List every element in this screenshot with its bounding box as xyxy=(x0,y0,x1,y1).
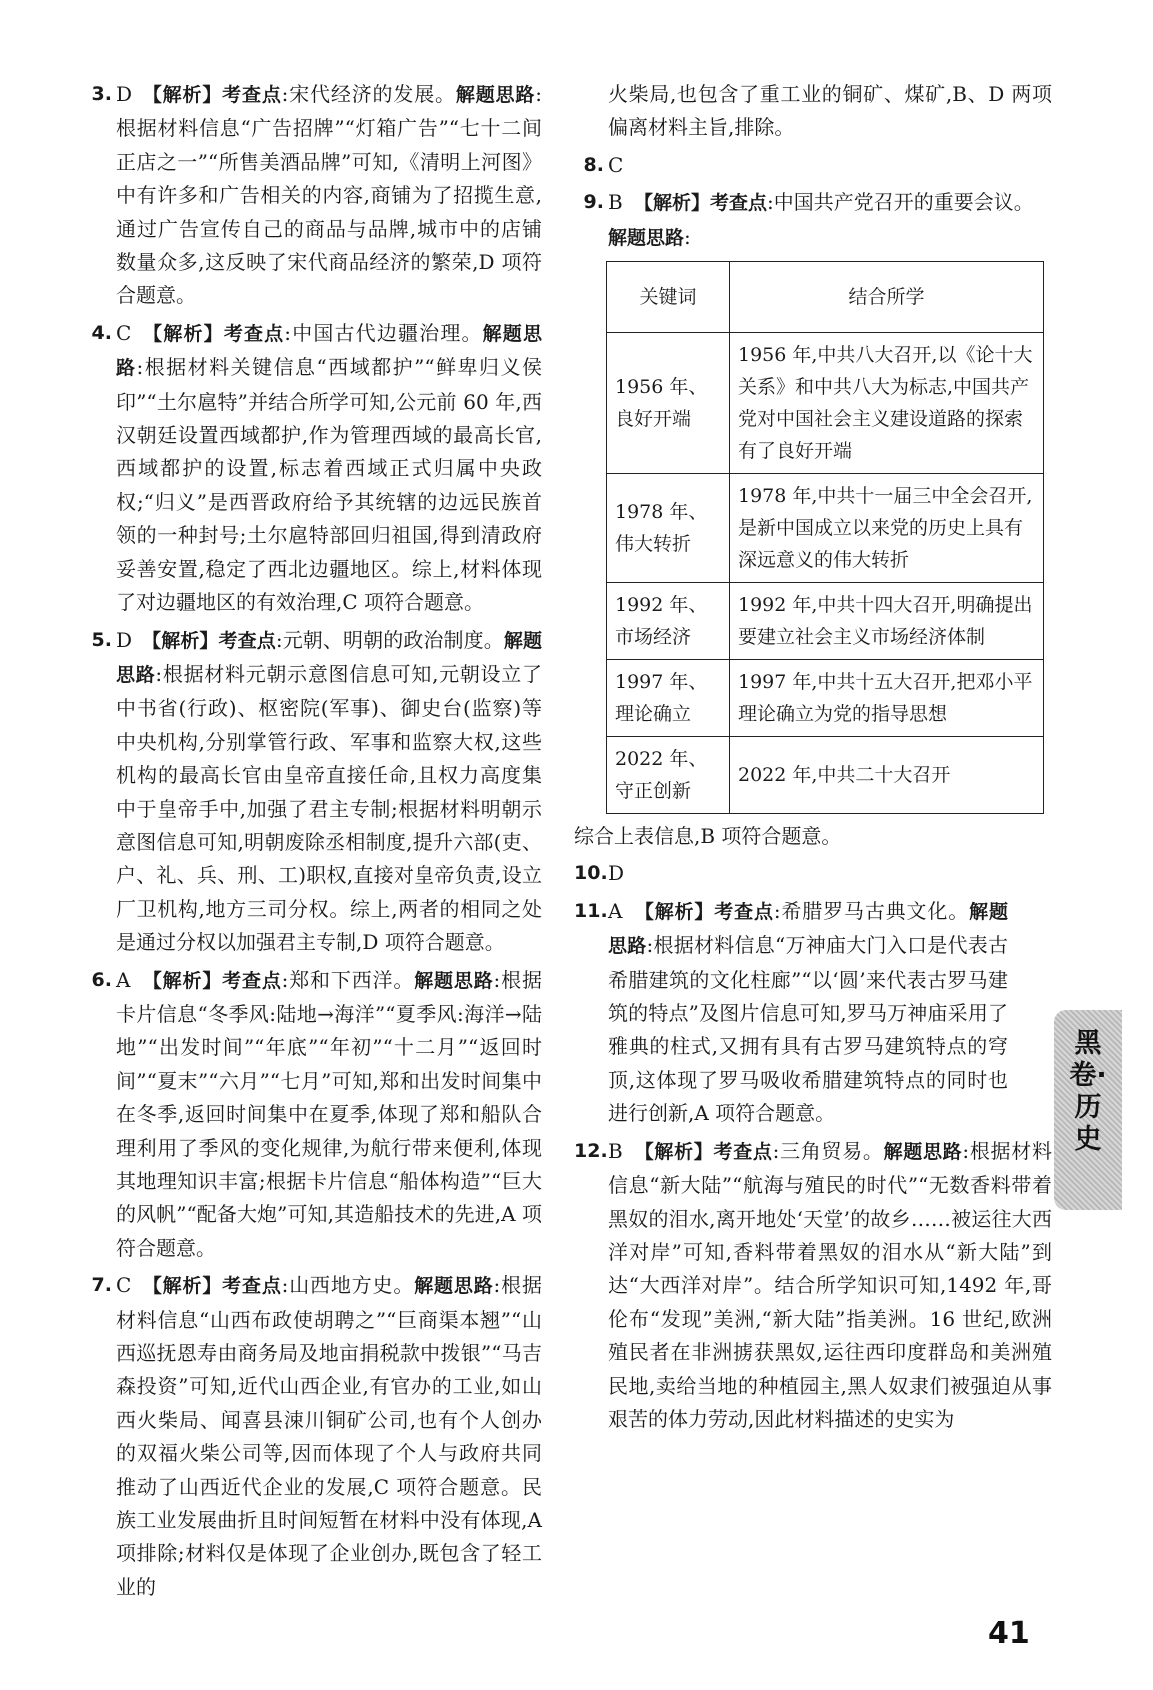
question-number: 6. xyxy=(91,968,112,991)
kp-text: :中国共产党召开的重要会议。 xyxy=(767,190,1034,215)
table-cell-keyword: 1992 年、市场经济 xyxy=(607,583,730,660)
keyword-table xyxy=(606,261,1044,814)
question-number: 4. xyxy=(91,321,112,344)
table-cell-keyword: 1997 年、理论确立 xyxy=(607,660,730,737)
question-number: 12. xyxy=(574,1139,608,1162)
kp-label: 考查点 xyxy=(222,969,282,992)
idea-label: 解题思路 xyxy=(455,84,536,106)
kp-text: :山西地方史。 xyxy=(281,1273,415,1298)
answer-letter: C xyxy=(608,152,624,177)
idea-label: 解题思路 xyxy=(608,226,685,249)
analysis-tag: 【解析】 xyxy=(142,629,219,652)
table-cell-detail: 2022 年,中共二十大召开 xyxy=(730,737,1044,814)
question-12 xyxy=(574,1135,1052,1437)
question-11 xyxy=(574,895,1008,1131)
question-number: 11. xyxy=(574,899,608,922)
question-7-continued: 火柴局,也包含了重工业的铜矿、煤矿,B、D 两项偏离材料主旨,排除。 xyxy=(608,82,1052,140)
analysis-tag: 【解析】 xyxy=(634,192,711,215)
question-number: 7. xyxy=(91,1274,112,1297)
table-row xyxy=(607,474,1044,583)
question-10 xyxy=(574,857,1052,890)
question-8 xyxy=(574,149,1052,182)
table-cell-keyword: 1956 年、良好开端 xyxy=(607,333,730,474)
question-number: 3. xyxy=(91,83,112,105)
analysis-tag: 【解析】 xyxy=(634,1140,714,1163)
question-6 xyxy=(82,964,542,1266)
table-row xyxy=(607,333,1044,474)
answer-letter: D xyxy=(116,82,133,106)
question-number: 8. xyxy=(583,153,604,176)
answer-letter: A xyxy=(608,898,623,923)
side-tab-label: 黑卷·历史 xyxy=(1069,1028,1107,1155)
kp-label: 考查点 xyxy=(710,192,768,215)
table-header: 关键词 xyxy=(607,262,730,333)
table-cell-detail: 1978 年,中共十一届三中全会召开,是新中国成立以来党的历史上具有深远意义的伟大转折 xyxy=(730,474,1044,583)
answer-body: :根据材料信息“山西布政使胡聘之”“巨商渠本翘”“山西巡抚恩寿由商务局及地亩捐税款中拨银”“马吉森投资”可知,近代山西企业,有官办的工业,如山西火柴局、闻喜县涑川铜矿公司,也有个人创办的双福火柴公司等,因而体现了个人与政府共同推动了山西近代企业的发展,C 项符合题意。民族工业发展曲折且时间短暂在材料中没有体现,A 项排除;材料仅是体现了企业创办,既包含了轻工业的 xyxy=(116,1273,542,1599)
question-number: 9. xyxy=(583,191,604,214)
idea-colon: : xyxy=(684,224,691,249)
analysis-tag: 【解析】 xyxy=(634,900,715,923)
answer-body: :根据卡片信息“冬季风:陆地→海洋”“夏季风:海洋→陆地”“出发时间”“年底”“年初”“十二月”“返回时间”“夏末”“六月”“七月”可知,郑和出发时间集中在冬季,返回时间集中在夏季,体现了郑和船队合理利用了季风的变化规律,为航行带来便利,体现其地理知识丰富;根据卡片信息“船体构造”“巨大的风帆”“配备大炮”可知,其造船技术的先进,A 项符合题意。 xyxy=(116,967,542,1260)
table-cell-detail: 1956 年,中共八大召开,以《论十大关系》和中共八大为标志,中国共产党对中国社会主义建设道路的探索有了良好开端 xyxy=(730,333,1044,474)
analysis-tag: 【解析】 xyxy=(142,84,223,106)
left-column xyxy=(82,78,542,1608)
question-4 xyxy=(82,317,542,620)
table-header-row xyxy=(607,262,1044,333)
question-number: 5. xyxy=(91,628,112,651)
idea-label: 解题思路 xyxy=(116,629,542,686)
kp-label: 考查点 xyxy=(218,629,276,652)
kp-text: :元朝、明朝的政治制度。 xyxy=(275,627,504,652)
table-row xyxy=(607,660,1044,737)
answer-letter: B xyxy=(608,190,623,215)
idea-label: 解题思路 xyxy=(116,322,542,380)
answer-body: :根据材料信息“新大陆”“航海与殖民的时代”“无数香料带着黑奴的泪水,离开地处‘天堂’的故乡……被运往大西洋对岸”可知,香料带着黑奴的泪水从“新大陆”到达“大西洋对岸”。结合所学知识可知,1492 年,哥伦布“发现”美洲,“新大陆”指美洲。16 世纪,欧洲殖民者在非洲掳获黑奴,运往西印度群岛和美洲殖民地,卖给当地的种植园主,黑人奴隶们被强迫从事艰苦的体力劳动,因此材料描述的史实为 xyxy=(608,1138,1052,1431)
answer-body: :根据材料信息“万神庙大门入口是代表古希腊建筑的文化柱廊”“以‘圆’来代表古罗马建筑的特点”及图片信息可知,罗马万神庙采用了雅典的柱式,又拥有具有古罗马建筑特点的穹顶,这体现了罗马吸收希腊建筑特点的同时也进行创新,A 项符合题意。 xyxy=(608,933,1008,1126)
kp-label: 考查点 xyxy=(222,1275,282,1298)
kp-text: :中国古代边疆治理。 xyxy=(284,320,483,345)
answer-body: :根据材料元朝示意图信息可知,元朝设立了中书省(行政)、枢密院(军事)、御史台(监察)等中央机构,分别掌管行政、军事和监察大权,这些机构的最高长官由皇帝直接任命,且权力高度集中于皇帝手中,加强了君主专制;根据材料明朝示意图信息可知,明朝废除丞相制度,提升六部(吏、户、礼、兵、刑、工)职权,直接对皇帝负责,设立厂卫机构,地方三司分权。综上,两者的相同之处是通过分权以加强君主专制,D 项符合题意。 xyxy=(116,661,542,955)
kp-text: :三角贸易。 xyxy=(772,1138,884,1163)
idea-label: 解题思路 xyxy=(883,1140,963,1163)
kp-label: 考查点 xyxy=(714,900,774,923)
question-number: 10. xyxy=(574,862,608,885)
question-9 xyxy=(574,186,1052,255)
answer-letter: A xyxy=(116,967,131,992)
kp-text: :郑和下西洋。 xyxy=(281,967,415,992)
question-7 xyxy=(82,1269,542,1604)
answer-body: :根据材料信息“广告招牌”“灯箱广告”“七十二间正店之一”“所售美酒品牌”可知,《清明上河图》中有许多和广告相关的内容,商铺为了招揽生意,通过广告宣传自己的商品与品牌,城市中的店铺数量众多,这反映了宋代商品经济的繁荣,D 项符合题意。 xyxy=(116,82,542,308)
table-header: 结合所学 xyxy=(730,262,1044,333)
table-conclusion: 综合上表信息,B 项符合题意。 xyxy=(574,824,842,849)
kp-label: 考查点 xyxy=(223,322,285,345)
table-cell-keyword: 2022 年、守正创新 xyxy=(607,737,730,814)
kp-label: 考查点 xyxy=(222,84,282,106)
answer-letter: D xyxy=(608,861,625,886)
table-cell-keyword: 1978 年、伟大转折 xyxy=(607,474,730,583)
table-row xyxy=(607,737,1044,814)
idea-label: 解题思路 xyxy=(414,1275,494,1298)
kp-text: :希腊罗马古典文化。 xyxy=(773,898,970,923)
answer-letter: C xyxy=(116,320,132,345)
table-cell-detail: 1997 年,中共十五大召开,把邓小平理论确立为党的指导思想 xyxy=(730,660,1044,737)
idea-label: 解题思路 xyxy=(414,969,494,992)
page-number: 41 xyxy=(988,1616,1030,1651)
kp-text: :宋代经济的发展。 xyxy=(281,82,456,106)
answer-body: :根据材料关键信息“西域都护”“鲜卑归义侯印”“土尔扈特”并结合所学可知,公元前 60 年,西汉朝廷设置西域都护,作为管理西域的最高长官,西域都护的设置,标志着西域正式归属中央政权;“归义”是西晋政府给予其统辖的边远民族首领的一种封号;土尔扈特部回归祖国,得到清政府妥善安置,稳定了西北边疆地区。综上,材料体现了对边疆地区的有效治理,C 项符合题意。 xyxy=(116,355,542,615)
analysis-tag: 【解析】 xyxy=(142,322,224,345)
question-3 xyxy=(82,78,542,313)
analysis-tag: 【解析】 xyxy=(142,969,223,992)
analysis-tag: 【解析】 xyxy=(142,1275,223,1298)
table-row xyxy=(607,583,1044,660)
answer-letter: B xyxy=(608,1138,623,1163)
table-cell-detail: 1992 年,中共十四大召开,明确提出要建立社会主义市场经济体制 xyxy=(730,583,1044,660)
idea-label: 解题思路 xyxy=(608,900,1008,958)
answer-letter: C xyxy=(116,1273,132,1298)
kp-label: 考查点 xyxy=(713,1140,773,1163)
side-tab xyxy=(1054,1010,1122,1210)
answer-letter: D xyxy=(116,627,133,652)
question-5 xyxy=(82,624,542,960)
right-column xyxy=(574,78,1052,1440)
